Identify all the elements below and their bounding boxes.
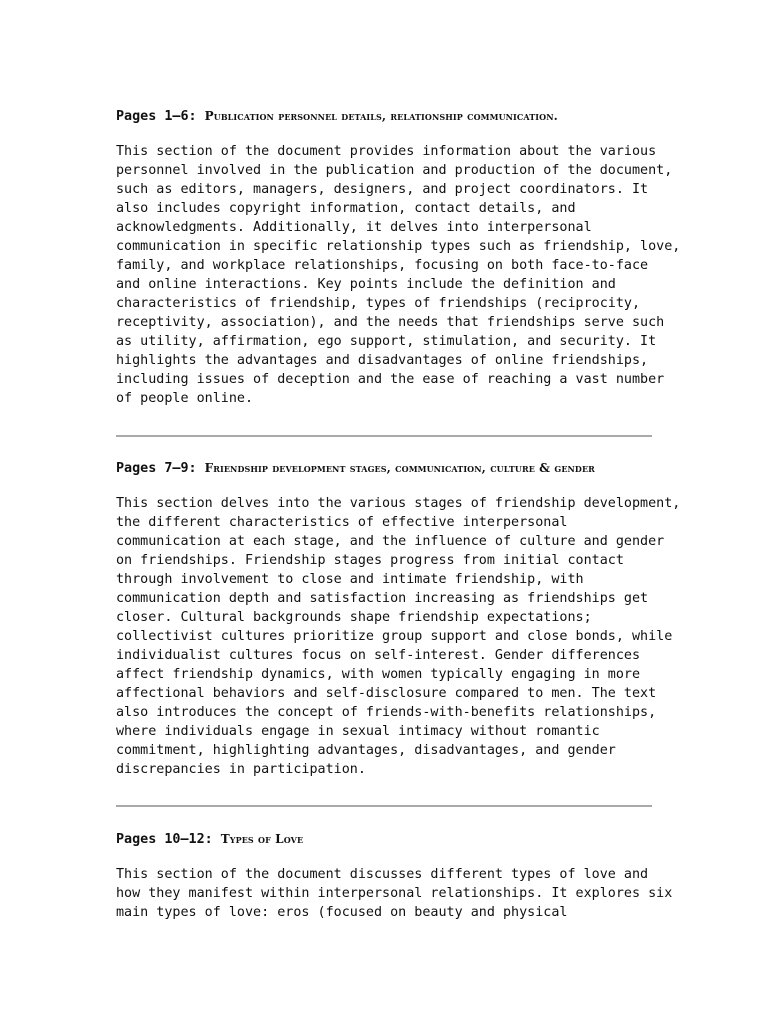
section-heading — [116, 830, 656, 849]
body-line: closer. Cultural backgrounds shape friendship expectations; — [116, 610, 592, 625]
body-line: affectional behaviors and self-disclosure compared to men. The text — [116, 686, 657, 701]
body-line: also introduces the concept of friends-with-benefits relationships, — [116, 705, 657, 720]
body-line: main types of love: eros (focused on beauty and physical — [116, 905, 568, 920]
section-body — [116, 142, 681, 408]
section-title: Publication personnel details, relationship communication. — [204, 109, 558, 123]
body-line: highlights the advantages and disadvantages of online friendships, — [116, 353, 649, 368]
section-heading — [116, 459, 656, 478]
section-title: Types of Love — [220, 832, 304, 846]
section-pages-7-9 — [116, 459, 681, 777]
body-line: affect friendship dynamics, with women typically engaging in more — [116, 667, 641, 682]
body-line: personnel involved in the publication and production of the document, — [116, 163, 673, 178]
section-divider — [116, 805, 652, 807]
section-pages-10-12 — [116, 830, 673, 920]
section-pages-1-6 — [116, 107, 681, 406]
page-range-label: Pages 7—9: — [116, 461, 197, 476]
body-line: commitment, highlighting advantages, disadvantages, and gender — [116, 743, 616, 758]
body-line: how they manifest within interpersonal relationships. It explores six — [116, 886, 673, 901]
body-line: where individuals engage in sexual intimacy without romantic — [116, 724, 600, 739]
section-heading — [116, 107, 656, 126]
body-line: communication at each stage, and the influence of culture and gender — [116, 534, 665, 549]
body-line: and online interactions. Key points include the definition and — [116, 277, 616, 292]
body-line: This section of the document discusses different types of love and — [116, 867, 649, 882]
section-divider — [116, 435, 652, 437]
body-line: acknowledgments. Additionally, it delves into interpersonal — [116, 220, 592, 235]
body-line: as utility, affirmation, ego support, stimulation, and security. It — [116, 334, 657, 349]
body-line: also includes copyright information, contact details, and — [116, 201, 576, 216]
page-range-label: Pages 10—12: — [116, 832, 213, 847]
body-line: communication in specific relationship types such as friendship, love, — [116, 239, 681, 254]
body-line: of people online. — [116, 391, 254, 406]
body-line: discrepancies in participation. — [116, 762, 366, 777]
page-range-label: Pages 1—6: — [116, 109, 197, 124]
body-line: on friendships. Friendship stages progress from initial contact — [116, 553, 624, 568]
body-line: family, and workplace relationships, focusing on both face-to-face — [116, 258, 649, 273]
body-line: collectivist cultures prioritize group support and close bonds, while — [116, 629, 673, 644]
body-line: including issues of deception and the ease of reaching a vast number — [116, 372, 665, 387]
body-line: through involvement to close and intimate friendship, with — [116, 572, 584, 587]
body-line: This section delves into the various stages of friendship development, — [116, 496, 681, 511]
body-line: the different characteristics of effective interpersonal — [116, 515, 568, 530]
section-body — [116, 865, 673, 922]
body-line: characteristics of friendship, types of friendships (reciprocity, — [116, 296, 641, 311]
body-line: communication depth and satisfaction increasing as friendships get — [116, 591, 649, 606]
body-line: individualist cultures focus on self-interest. Gender differences — [116, 648, 641, 663]
body-line: such as editors, managers, designers, and project coordinators. It — [116, 182, 649, 197]
body-line: This section of the document provides information about the various — [116, 144, 657, 159]
section-title: Friendship development stages, communication, culture & gender — [204, 461, 595, 475]
body-line: receptivity, association), and the needs that friendships serve such — [116, 315, 665, 330]
section-body — [116, 494, 681, 779]
